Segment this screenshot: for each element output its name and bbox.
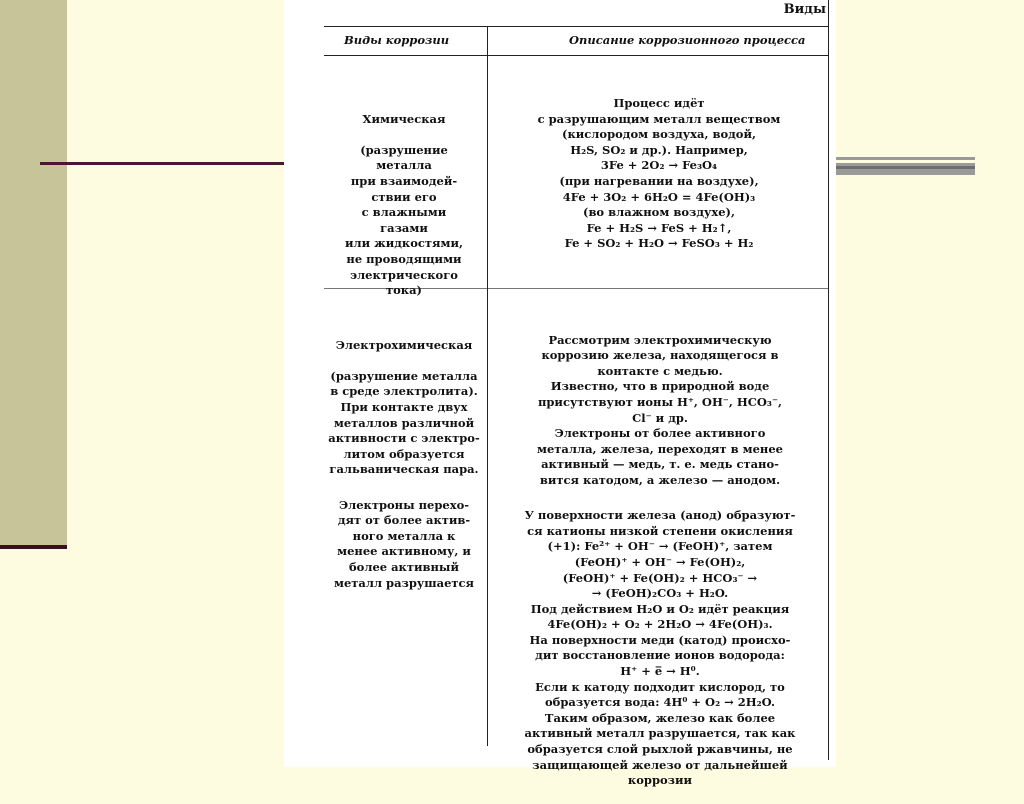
row2-kind-desc2: Электроны перехо- дят от более актив- ного металла к менее активному, и более активный металл разрушается: [333, 497, 475, 590]
left-decor-band: [0, 0, 67, 548]
page-title: Виды: [783, 2, 826, 17]
header-kinds: Виды коррозии: [344, 33, 450, 47]
row2-description: [492, 317, 828, 804]
row1-description: Процесс идёт с разрушающим металл веществом (кислородом воздуха, водой, H₂S, SO₂ и др.). Например, 3Fe + 2O₂ → Fe₃O₄ (при нагревании на воздухе), 4Fe + 3O₂ + 6H₂O = 4Fe(OH)₃ (во влажном воздухе), Fe + H₂S → FeS + H₂↑, Fe + SO₂ + H₂O → FeSO₃ + H₂: [537, 96, 781, 251]
header-description: Описание коррозионного процесса: [569, 33, 806, 47]
slide-rule-right: [835, 157, 975, 177]
row2-description-part2: У поверхности железа (анод) образуют- ся катионы низкой степени окисления (+1): Fe²⁺ + OH⁻ → (FeOH)⁺, затем (FeOH)⁺ + OH⁻ → Fe(OH)₂, (FeOH)⁺ + Fe(OH)₂ + HCO₃⁻ → → (FeOH)₂CO₃ + H₂O. Под действием H₂O и O₂ идёт реакция 4Fe(OH)₂ + O₂ + 2H₂O → 4Fe(OH)₃. На поверхности меди (катод) происхо- дит восстановление ионов водорода: H⁺ + e̅ → H⁰. Если к катоду подходит кислород, то образуется вода: 4H⁰ + O₂ → 2H₂O. Таким образом, железо как более активный металл разрушается, так как образуется слой рыхлой ржавчины, не защищающей железо от дальнейшей коррозии: [524, 508, 796, 788]
table-right-border: [828, 0, 829, 760]
row1-kind-title: Химическая: [362, 111, 446, 126]
row2-kind-desc: (разрушение металла в среде электролита). При контакте двух металлов различной активности с электро- литом образуется гальваническая пара.: [328, 368, 480, 477]
row2-kind: [320, 322, 488, 607]
row1-kind-desc: (разрушение металла при взаимодей- ствии его с влажными газами или жидкостями, не проводящими электрического тока): [344, 142, 464, 298]
slide-rule-left: [40, 162, 290, 165]
scanned-page: [284, 0, 836, 788]
row1-kind: [324, 96, 484, 314]
table-top-border: [324, 26, 828, 27]
row2-kind-title: Электрохимическая: [335, 337, 473, 352]
left-decor-line: [0, 545, 67, 549]
header-bottom-border: [324, 55, 828, 56]
row2-description-part1: Рассмотрим электрохимическую коррозию железа, находящегося в контакте с медью. Известно, что в природной воде присутствуют ионы H⁺, OH⁻, HCO₃⁻, Cl⁻ и др. Электроны от более активного металла, железа, переходят в менее активный — медь, т. е. медь стано- вится катодом, а железо — анодом.: [537, 332, 783, 487]
